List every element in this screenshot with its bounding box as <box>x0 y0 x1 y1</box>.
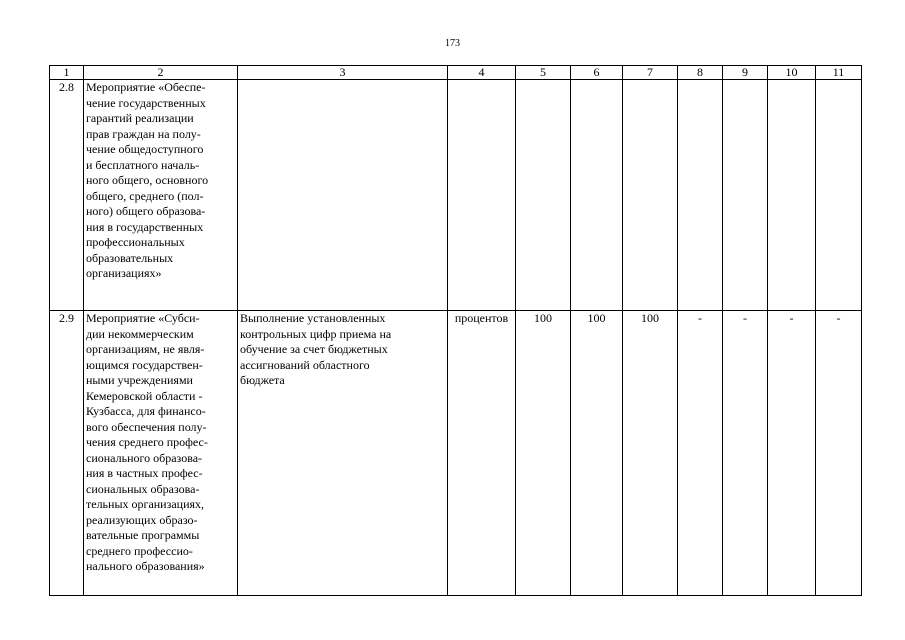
value-cell <box>816 80 862 311</box>
indicator-name: Выполнение установленных контрольных цифр приема на обучение за счет бюджетных ассигнований областного бюджета <box>238 311 448 596</box>
value-cell: - <box>723 311 768 596</box>
row-number: 2.9 <box>50 311 84 596</box>
table-row <box>50 311 862 596</box>
unit-cell: процентов <box>448 311 516 596</box>
event-name: Мероприятие «Субси- дии некоммерческим организациям, не явля- ющимся государствен- ными учреждениями Кемеровской области - Кузбасса, для финансо- вого обеспечения полу- чения среднего профес- сионального образова- ния в частных профес- сиональных образова- тельных организациях, реализующих образо- вательные программы среднего профессио- нального образования» <box>84 311 238 596</box>
column-number-row <box>50 66 862 80</box>
column-number: 11 <box>816 66 862 80</box>
page-number: 173 <box>445 38 460 49</box>
value-cell: 100 <box>623 311 678 596</box>
column-number: 7 <box>623 66 678 80</box>
value-cell <box>571 80 623 311</box>
column-number: 10 <box>768 66 816 80</box>
value-cell <box>516 80 571 311</box>
value-cell <box>678 80 723 311</box>
column-number: 6 <box>571 66 623 80</box>
value-cell: - <box>678 311 723 596</box>
column-number: 4 <box>448 66 516 80</box>
value-cell <box>723 80 768 311</box>
targets-table <box>49 65 862 596</box>
event-name: Мероприятие «Обеспе- чение государственных гарантий реализации прав граждан на полу- чение общедоступного и бесплатного началь- ного общего, основного общего, среднего (пол- ного) общего образова- ния в государственных профессиональных образовательных организациях» <box>84 80 238 311</box>
column-number: 5 <box>516 66 571 80</box>
column-number: 2 <box>84 66 238 80</box>
column-number: 3 <box>238 66 448 80</box>
column-number: 8 <box>678 66 723 80</box>
value-cell: - <box>768 311 816 596</box>
value-cell <box>768 80 816 311</box>
value-cell <box>623 80 678 311</box>
value-cell: - <box>816 311 862 596</box>
table-row <box>50 80 862 311</box>
unit-cell <box>448 80 516 311</box>
value-cell: 100 <box>571 311 623 596</box>
column-number: 9 <box>723 66 768 80</box>
column-number: 1 <box>50 66 84 80</box>
row-number: 2.8 <box>50 80 84 311</box>
indicator-name <box>238 80 448 311</box>
value-cell: 100 <box>516 311 571 596</box>
